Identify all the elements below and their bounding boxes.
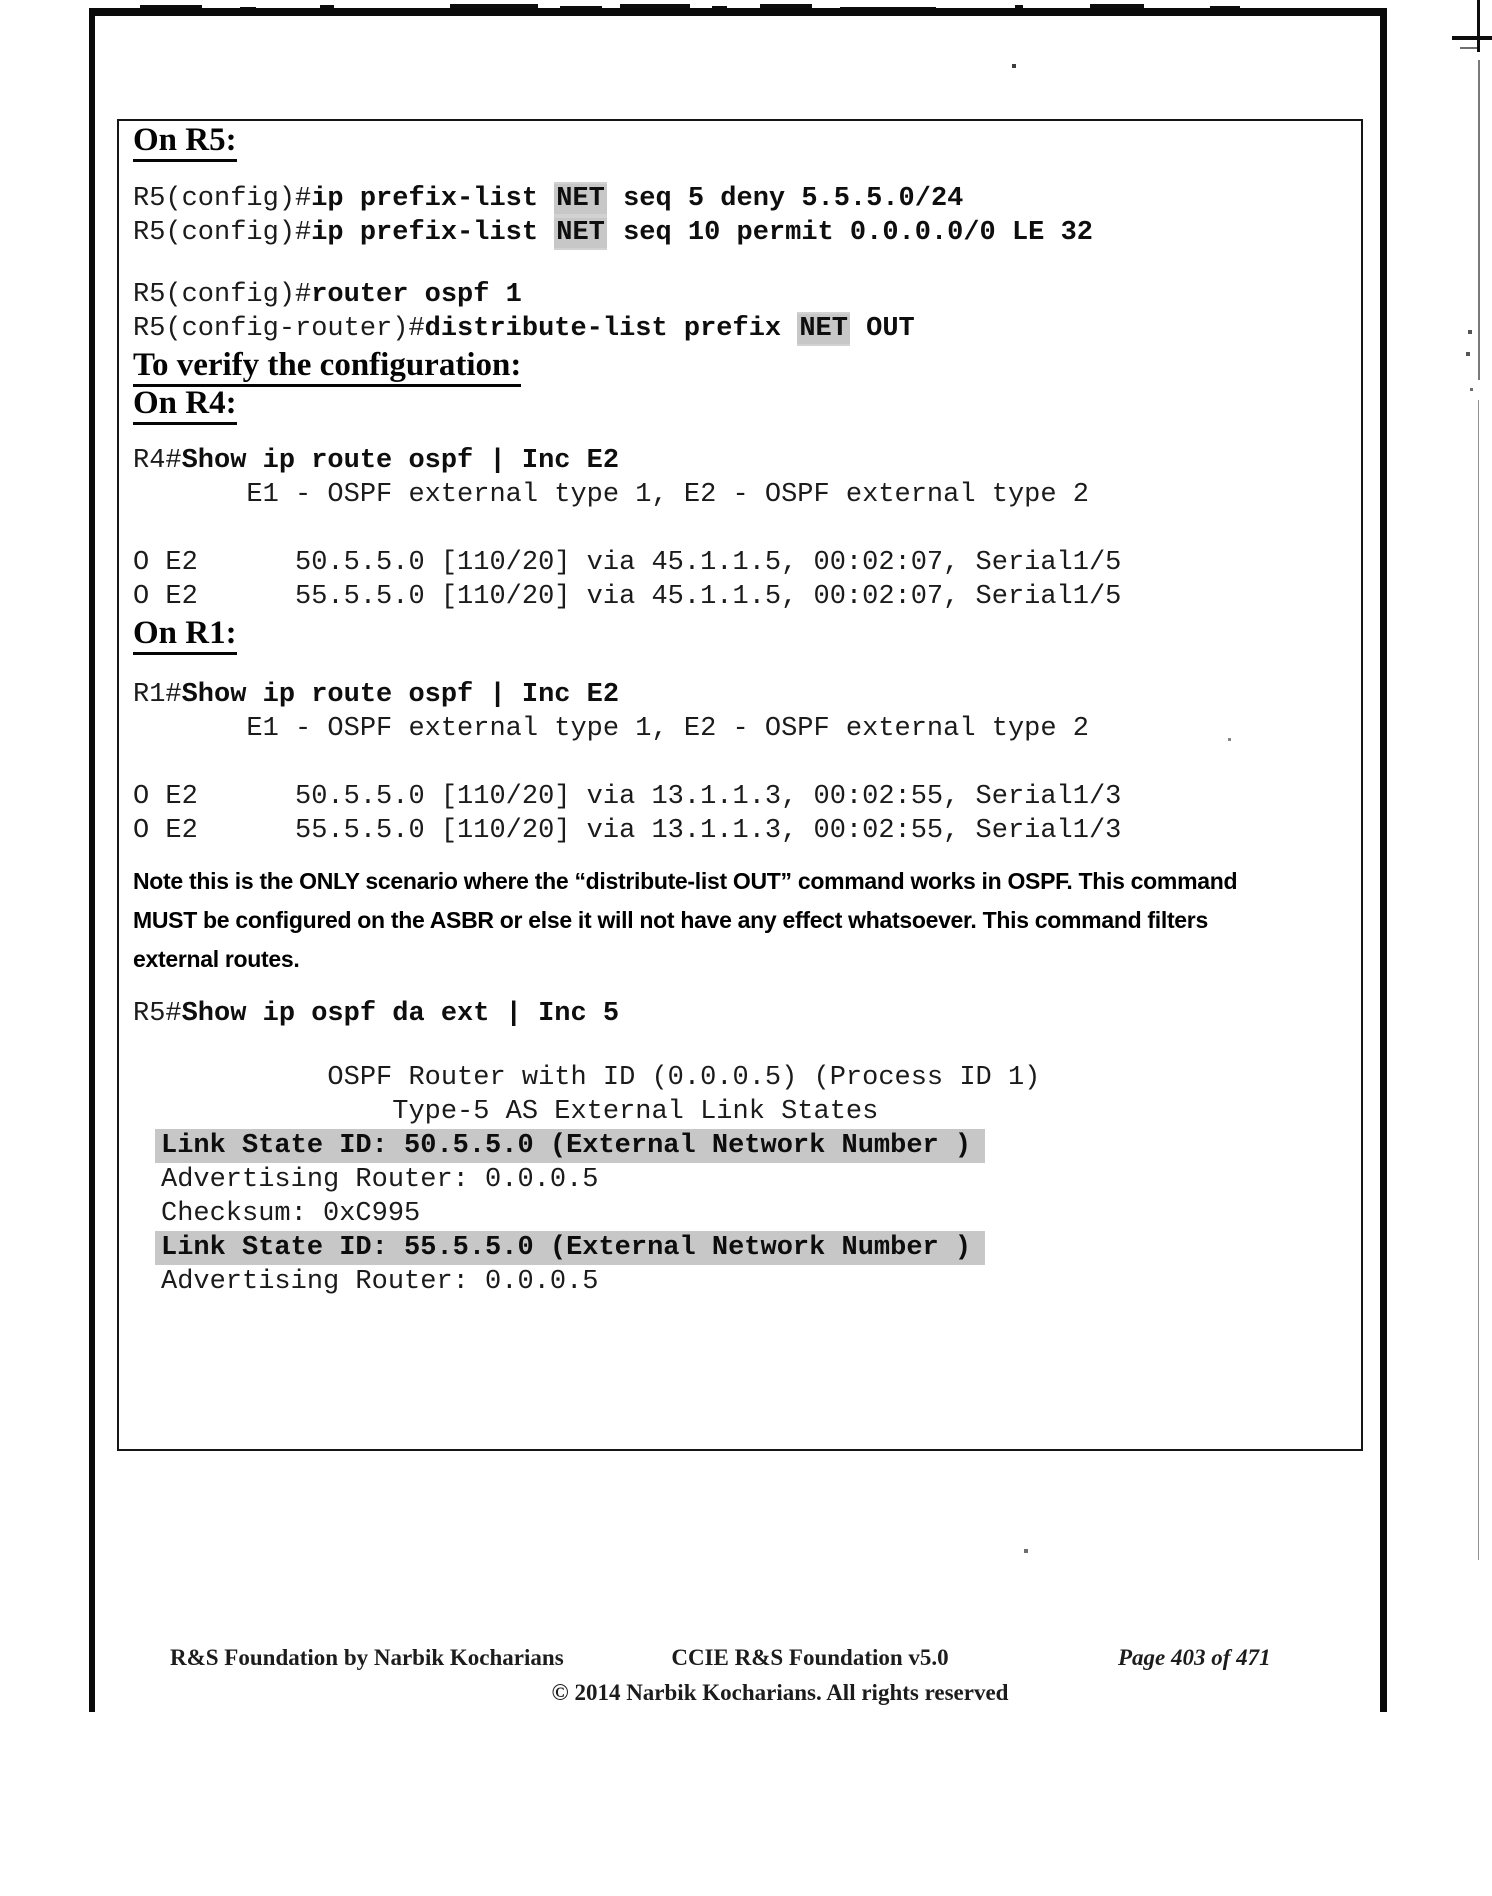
note-line: external routes. <box>133 946 300 972</box>
cli-output-line: E1 - OSPF external type 1, E2 - OSPF external type 2 <box>133 480 1089 510</box>
route-entry: O E2 50.5.5.0 [110/20] via 13.1.1.3, 00:02:55, Serial1/3 <box>133 782 1122 812</box>
heading-text: On R5: <box>133 122 237 162</box>
content-box <box>117 119 1363 1451</box>
scan-artifact <box>1470 388 1473 391</box>
cli-line <box>133 444 1341 478</box>
scan-artifact <box>1478 400 1479 1560</box>
footer-edition: CCIE R&S Foundation v5.0 <box>671 1645 949 1670</box>
prefix-list-name-highlight: NET <box>556 184 605 214</box>
cli-output-line: OSPF Router with ID (0.0.0.5) (Process ID 1) <box>133 1063 1041 1093</box>
cli-prompt: R5(config)# <box>133 218 312 248</box>
lsa-entries <box>133 1129 1341 1299</box>
prefix-list-name-highlight: NET <box>799 314 848 344</box>
cli-command: seq 10 permit 0.0.0.0/0 LE 32 <box>606 218 1093 248</box>
cli-output-line: E1 - OSPF external type 1, E2 - OSPF external type 2 <box>133 714 1089 744</box>
section-heading-on-r1 <box>133 614 1341 652</box>
section-heading-verify <box>133 346 1341 384</box>
cli-command: Show ip route ospf | Inc E2 <box>181 680 620 710</box>
note-line: MUST be configured on the ASBR or else it will not have any effect whatsoever. This command filters <box>133 907 1208 933</box>
cli-line <box>133 678 1341 712</box>
prefix-list-name-highlight: NET <box>556 218 605 248</box>
heading-text: On R1: <box>133 615 237 655</box>
note-paragraph <box>133 862 1341 979</box>
scan-artifact <box>1460 47 1478 49</box>
cli-line <box>133 312 1341 346</box>
footer-book-title: R&S Foundation by Narbik Kocharians <box>170 1645 564 1670</box>
output-block-ospf-database <box>133 1061 1341 1299</box>
link-state-id-highlight: Link State ID: 55.5.5.0 (External Network Number ) <box>155 1231 985 1265</box>
lsa-highlighted-line <box>161 1231 1341 1265</box>
footer-page-number: Page 403 of 471 <box>1118 1645 1271 1670</box>
scan-artifact <box>1452 36 1492 40</box>
output-block-r4 <box>133 444 1341 614</box>
cli-output-line: Advertising Router: 0.0.0.5 <box>161 1267 599 1297</box>
route-entry: O E2 55.5.5.0 [110/20] via 45.1.1.5, 00:02:07, Serial1/5 <box>133 582 1122 612</box>
cli-line <box>133 216 1341 250</box>
cli-line <box>133 278 1341 312</box>
scan-artifact <box>1466 352 1470 356</box>
output-block-r1 <box>133 678 1341 848</box>
scan-artifact <box>1477 0 1480 52</box>
section-heading-on-r5 <box>133 121 1341 159</box>
scan-artifact <box>1478 60 1480 380</box>
cli-command: seq 5 deny 5.5.5.0/24 <box>606 184 964 214</box>
cli-command: Show ip ospf da ext | Inc 5 <box>181 999 620 1029</box>
cli-command: OUT <box>849 314 915 344</box>
scan-artifact <box>1468 330 1472 334</box>
config-block-router-ospf <box>133 278 1341 346</box>
cli-line <box>133 182 1341 216</box>
cli-line <box>133 997 1341 1031</box>
cli-output-line: Checksum: 0xC995 <box>161 1199 421 1229</box>
cli-prompt: R5(config-router)# <box>133 314 425 344</box>
cli-output-line: Type-5 AS External Link States <box>133 1097 879 1127</box>
link-state-id-highlight: Link State ID: 50.5.5.0 (External Network Number ) <box>155 1129 985 1163</box>
cli-prompt: R5(config)# <box>133 280 312 310</box>
heading-text: On R4: <box>133 385 237 425</box>
route-entry: O E2 55.5.5.0 [110/20] via 13.1.1.3, 00:02:55, Serial1/3 <box>133 816 1122 846</box>
cli-prompt: R4# <box>133 446 182 476</box>
footer-copyright: © 2014 Narbik Kocharians. All rights reserved <box>551 1680 1009 1705</box>
section-heading-on-r4 <box>133 384 1341 422</box>
cli-command: ip prefix-list <box>311 218 555 248</box>
blank-line <box>133 1031 1341 1061</box>
cli-prompt: R5(config)# <box>133 184 312 214</box>
config-block-prefix-list <box>133 182 1341 250</box>
blank-line <box>133 746 1341 780</box>
heading-text: To verify the configuration: <box>133 347 521 387</box>
cli-prompt: R5# <box>133 999 182 1029</box>
cli-output-line: Advertising Router: 0.0.0.5 <box>161 1165 599 1195</box>
cli-command: router ospf 1 <box>311 280 522 310</box>
lsa-highlighted-line <box>161 1129 1341 1163</box>
note-line: Note this is the ONLY scenario where the “distribute-list OUT” command works in OSPF. This command <box>133 868 1238 894</box>
cli-command: ip prefix-list <box>311 184 555 214</box>
route-entry: O E2 50.5.5.0 [110/20] via 45.1.1.5, 00:02:07, Serial1/5 <box>133 548 1122 578</box>
cli-command: distribute-list prefix <box>424 314 798 344</box>
cli-command: Show ip route ospf | Inc E2 <box>181 446 620 476</box>
cli-prompt: R1# <box>133 680 182 710</box>
blank-line <box>133 512 1341 546</box>
